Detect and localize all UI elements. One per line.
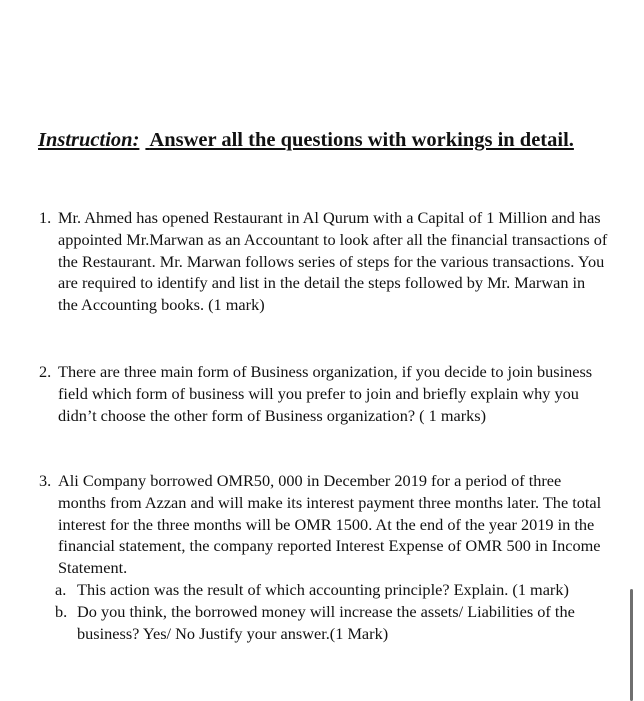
question-number: 2. — [39, 362, 52, 381]
question-text: Mr. Ahmed has opened Restaurant in Al Qurum with a Capital of 1 Million and has appointed Mr.Marwan as an Accountant to look after all the financial transactions of the Restaurant. Mr. Marwan follows series of steps for the various transactions. You are required to identify and list in the detail the steps followed by Mr. Marwan in the Accounting books. (1 mark) — [58, 208, 608, 315]
question-number: 1. — [39, 208, 52, 227]
instruction-label: Instruction: — [38, 129, 140, 151]
sub-question-letter: a. — [55, 579, 67, 599]
sub-question-letter: b. — [55, 601, 68, 621]
sub-question-text: Do you think, the borrowed money will increase the assets/ Liabilities of the business? Yes/ No Justify your answer.(1 Mark) — [77, 601, 575, 643]
sub-questions — [55, 579, 609, 644]
question-3 — [39, 470, 609, 644]
question-text: Ali Company borrowed OMR50, 000 in December 2019 for a period of three months from Azzan and will make its interest payment three months later. The total interest for the three months will be OMR 1500. At the end of the year 2019 in the financial statement, the company reported Interest Expense of OMR 500 in Income Statement. — [58, 471, 602, 578]
question-1 — [39, 207, 609, 316]
question-2 — [39, 361, 609, 426]
question-number: 3. — [39, 471, 52, 490]
sub-question-a — [55, 579, 609, 601]
sub-question-text: This action was the result of which accounting principle? Explain. (1 mark) — [77, 579, 569, 599]
vertical-scrollbar[interactable] — [630, 589, 633, 701]
question-text: There are three main form of Business organization, if you decide to join business field which form of business will you prefer to join and briefly explain why you didn’t choose the other form of Business organization? ( 1 marks) — [58, 362, 593, 425]
instruction-heading — [38, 128, 618, 153]
instruction-text: Answer all the questions with workings in detail. — [149, 129, 574, 151]
sub-question-b — [55, 601, 609, 645]
